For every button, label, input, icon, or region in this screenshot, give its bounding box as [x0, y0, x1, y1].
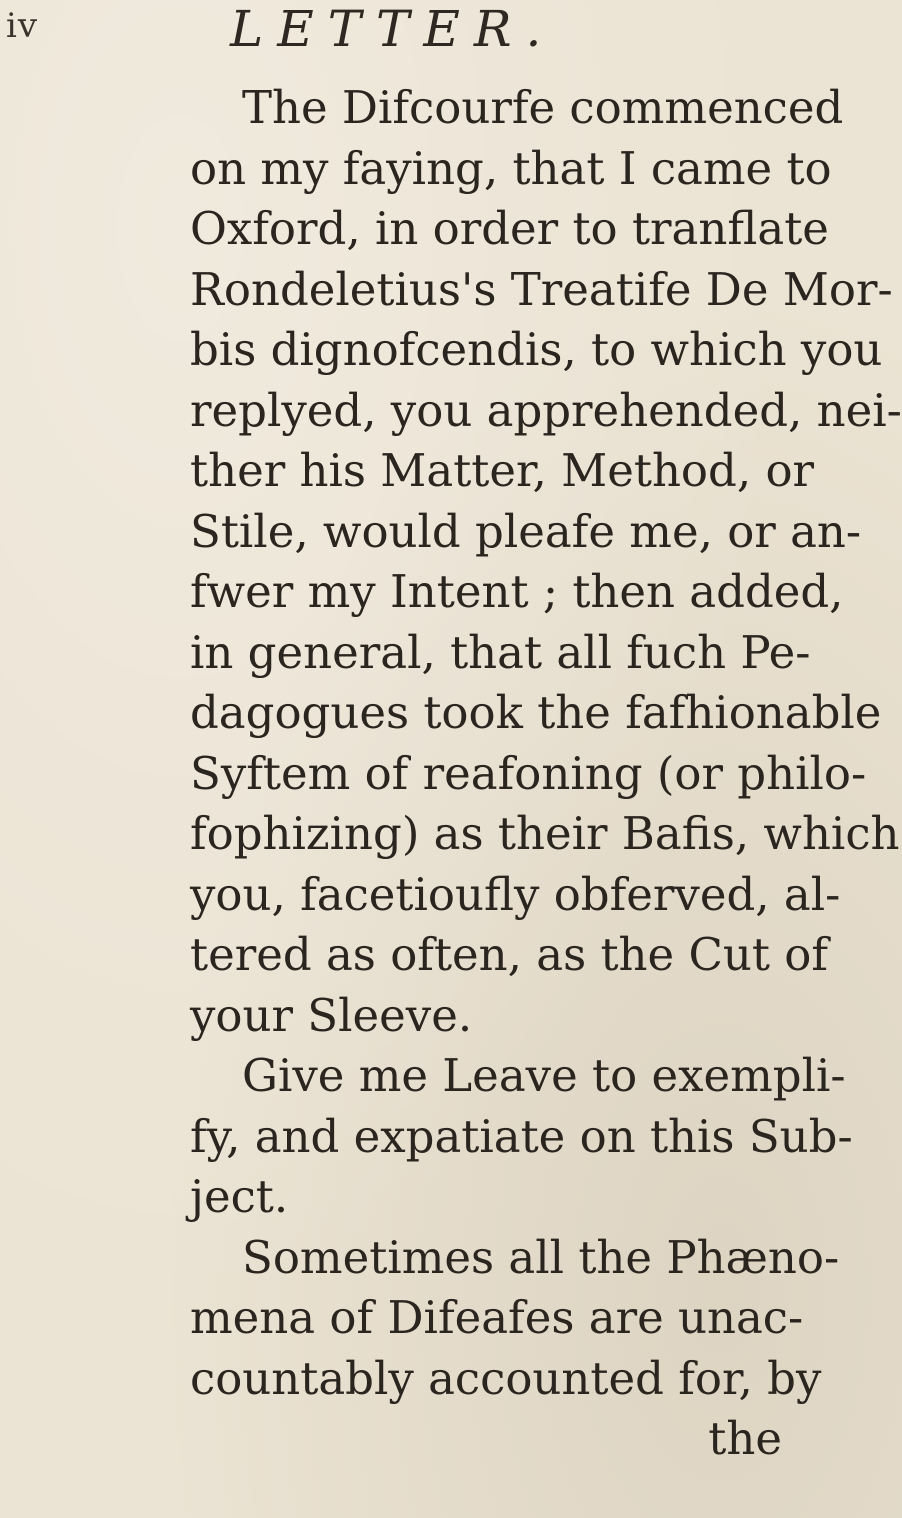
- text-line: ther his Matter, Method, or: [190, 444, 815, 497]
- text-line: bis dignofcendis, to which you: [190, 323, 883, 376]
- catchword: the: [708, 1412, 782, 1465]
- text-line: Give me Leave to exempli-: [242, 1049, 846, 1102]
- text-line: Syftem of reafoning (or philo-: [190, 746, 867, 800]
- running-head: LETTER.: [230, 0, 556, 58]
- text-line: The Difcourfe commenced: [242, 81, 844, 134]
- text-line: mena of Difeafes are unac-: [190, 1291, 804, 1344]
- text-line: you, facetioufly obferved, al-: [190, 867, 841, 921]
- text-line: countably accounted for, by: [190, 1351, 822, 1405]
- text-line: Sometimes all the Phæno-: [242, 1230, 840, 1284]
- text-line: tered as often, as the Cut of: [190, 928, 829, 981]
- text-line: fwer my Intent ; then added,: [190, 565, 844, 618]
- body-text: [190, 78, 902, 1470]
- text-line: replyed, you apprehended, nei-: [190, 383, 902, 437]
- text-line: your Sleeve.: [190, 988, 473, 1042]
- text-line: dagogues took the fafhionable: [190, 686, 882, 739]
- text-line: fophizing) as their Bafis, which: [190, 807, 900, 860]
- text-line: Stile, would pleafe me, or an-: [190, 504, 862, 558]
- text-line: fy, and expatiate on this Sub-: [190, 1109, 853, 1163]
- text-line: on my faying, that I came to: [190, 141, 832, 195]
- text-line: Oxford, in order to tranflate: [190, 202, 829, 255]
- text-line: ject.: [190, 1170, 289, 1223]
- text-line: Rondeletius's Treatife De Mor-: [190, 262, 893, 316]
- page-folio: iv: [6, 6, 39, 46]
- text-line: in general, that all fuch Pe-: [190, 625, 811, 679]
